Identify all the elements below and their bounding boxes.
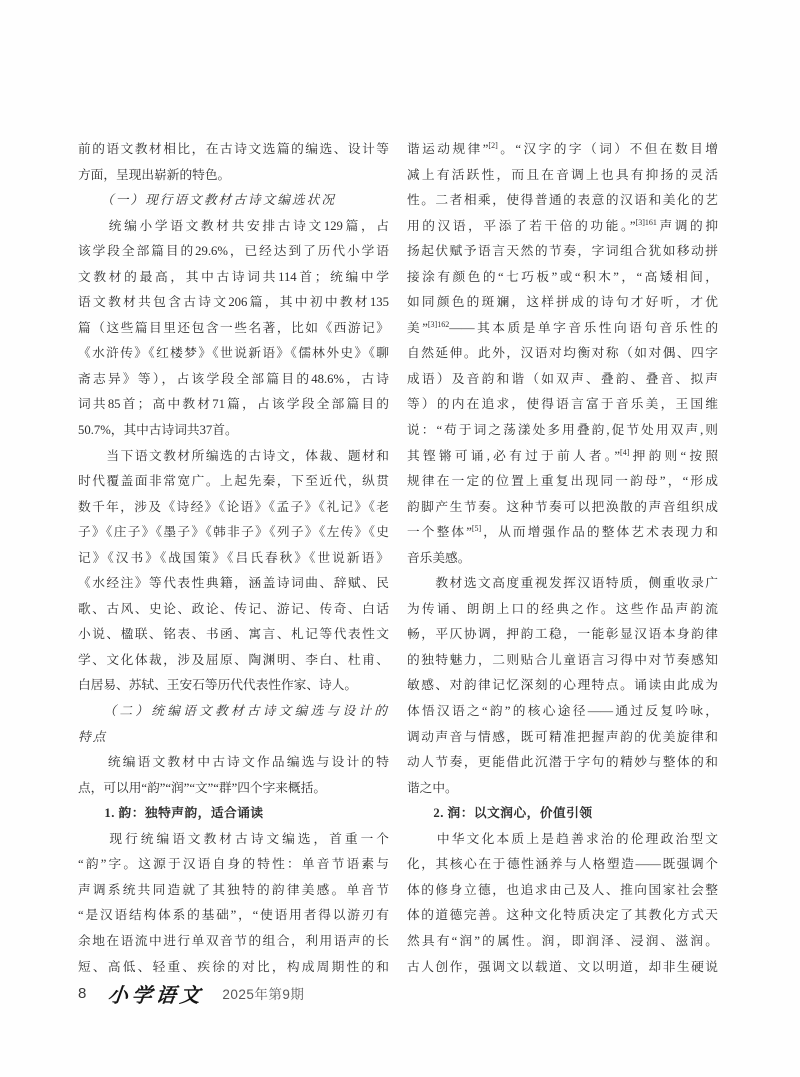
text-line: 前的语文教材相比，在古诗文选篇的编选、设计等: [78, 142, 389, 156]
citation-ref: [4]: [620, 447, 630, 457]
text-line: 2. 润：以文润心，价值引领: [407, 806, 593, 821]
text-line: 音乐美感。: [407, 550, 471, 565]
text-line: 子》《庄子》《墨子》《韩非子》《列子》《左传》《史: [78, 525, 389, 540]
text-line: 一个整体”[5]，从而增强作品的整体艺术表现力和: [407, 523, 718, 540]
journal-logo: 小学语文: [106, 982, 206, 1007]
text-line: 韵脚产生节奏。这种节奏可以把涣散的声音组织成: [407, 499, 718, 514]
subsection-heading: [78, 188, 389, 214]
numbered-heading: [78, 801, 389, 827]
text-line: 然具有“润”的属性。润，即润泽、浸润、滋润。: [407, 933, 718, 948]
text-line: 化，其核心在于德性涵养与人格塑造——既强调个: [407, 857, 718, 872]
numbered-heading: [407, 801, 718, 827]
text-line: 小说、楹联、铭表、书函、寓言、札记等代表性文: [78, 627, 389, 642]
paragraph: [78, 444, 389, 699]
text-line: 语文教材共包含古诗文206篇，其中初中教材135: [78, 295, 389, 310]
text-line: （二）统编语文教材古诗文编选与设计的: [78, 704, 389, 719]
text-line: 教材选文高度重视发挥汉语特质，侧重收录广: [407, 576, 718, 591]
citation-ref: [3]161: [635, 217, 657, 227]
text-line: 该学段全部篇目的29.6%，已经达到了历代小学语: [78, 244, 389, 259]
paragraph: [407, 137, 718, 571]
text-line: 体的道德完善。这种文化特质决定了其教化方式天: [407, 908, 718, 923]
text-line: 的独特魅力，二则贴合儿童语言习得中对节奏感知: [407, 652, 718, 667]
text-line: 调动声音与情感，既可精准把握声韵的优美旋律和: [407, 729, 718, 744]
text-line: 篇（这些篇目里还包含一些名著，比如《西游记》: [78, 320, 389, 335]
paragraph: [78, 750, 389, 801]
text-line: 余地在语流中进行单双音节的组合，利用语声的长: [78, 933, 389, 948]
page-footer: [78, 979, 304, 1007]
text-line: 词共85首；高中教材71篇，占该学段全部篇目的: [78, 397, 389, 412]
subsection-heading: [78, 699, 389, 750]
right-column: [407, 137, 718, 980]
text-line: 动人节奏，更能借此沉潜于字句的精妙与整体的和: [407, 755, 718, 770]
text-line: 声调系统共同造就了其独特的韵律美感。单音节: [78, 882, 389, 897]
text-line: 扬起伏赋予语言天然的节奏，字词组合犹如移动拼: [407, 244, 718, 259]
text-line: 特点: [78, 729, 108, 744]
text-line: “是汉语结构体系的基础”，“使语用者得以游刃有: [78, 908, 389, 923]
text-line: 美”$^{[3]162}$——其本质是单字音乐性向语句音乐性的: [407, 319, 718, 335]
text-line: 统编小学语文教材共安排古诗文129篇，占: [78, 218, 389, 233]
text-line: 体悟汉语之“韵”的核心途径——通过反复吟咏，: [407, 704, 718, 719]
text-line: 畅，平仄协调，押韵工稳，一能彰显汉语本身韵律: [407, 627, 718, 642]
text-line: 现行统编语文教材古诗文编选，首重一个: [78, 831, 389, 846]
text-line: 1. 韵：独特声韵，适合诵读: [78, 806, 264, 821]
text-line: 记》《汉书》《战国策》《吕氏春秋》《世说新语》: [78, 550, 389, 565]
text-line: 中华文化本质上是趋善求治的伦理政治型文: [407, 831, 718, 846]
text-line: （一）现行语文教材古诗文编选状况: [78, 193, 337, 208]
text-line: 敏感、对韵律记忆深刻的心理特点。诵读由此成为: [407, 678, 718, 693]
text-line: 短、高低、轻重、疾徐的对比，构成周期性的和: [78, 959, 389, 974]
text-line: “韵”字。这源于汉语自身的特性：单音节语素与: [78, 857, 389, 872]
issue-label: 2025年第9期: [222, 987, 305, 1002]
text-line: 等）的内在追求，使得语言富于音乐美，王国维: [407, 397, 718, 412]
text-line: 点，可以用“韵”“润”“文”“群”四个字来概括。: [78, 780, 327, 795]
article-body: [78, 137, 718, 980]
text-line: 接涂有颜色的“七巧板”或“积木”，“高矮相间，: [407, 269, 718, 284]
text-line: 《水浒传》《红楼梦》《世说新语》《儒林外史》《聊: [78, 346, 389, 361]
text-line: 数千年，涉及《诗经》《论语》《孟子》《礼记》《老: [78, 499, 389, 514]
text-line: 谐之中。: [407, 780, 458, 795]
text-line: 当下语文教材所编选的古诗文，体裁、题材和: [78, 448, 389, 463]
text-line: 自然延伸。此外，汉语对均衡对称（如对偶、四字: [407, 346, 718, 361]
text-line: 古人创作，强调文以载道、文以明道，却非生硬说: [407, 959, 718, 974]
text-line: 如同颜色的斑斓，这样拼成的诗句才好听，才优: [407, 295, 718, 310]
paragraph: [407, 827, 718, 980]
citation-ref: [5]: [471, 523, 482, 533]
paragraph: [78, 827, 389, 980]
text-line: 性。二者相乘，使得普通的表意的汉语和美化的艺: [407, 193, 718, 208]
text-line: 白居易、苏轼、王安石等历代代表性作家、诗人。: [78, 678, 358, 693]
paragraph: [78, 137, 389, 188]
text-line: 谐运动规律”[2]。“汉字的字（词）不但在数目增: [407, 140, 718, 156]
text-line: 统编语文教材中古诗文作品编选与设计的特: [78, 755, 389, 770]
text-line: 体的修身立德，也追求由己及人、推向国家社会整: [407, 882, 718, 897]
text-line: 斋志异》等），占该学段全部篇目的48.6%，古诗: [78, 371, 389, 386]
citation-ref: [3]162: [427, 319, 450, 329]
text-line: 说：“苟于词之荡漾处多用叠韵,促节处用双声,则: [407, 423, 718, 438]
paragraph: [407, 571, 718, 801]
page-number: 8: [78, 984, 87, 1002]
text-line: 规律在一定的位置上重复出现同一韵母”，“形成: [407, 474, 718, 489]
text-line: 歌、古风、史论、政论、传记、游记、传奇、白话: [78, 601, 389, 616]
text-line: 学、文化体裁，涉及屈原、陶渊明、李白、杜甫、: [78, 652, 389, 667]
text-line: 时代覆盖面非常宽广。上起先秦，下至近代，纵贯: [78, 474, 389, 489]
citation-ref: [2]: [488, 140, 498, 150]
text-line: 减上有活跃性，而且在音调上也具有抑扬的灵活: [407, 167, 718, 182]
text-line: 为传诵、朗朗上口的经典之作。这些作品声韵流: [407, 601, 718, 616]
text-line: 方面，呈现出崭新的特色。: [78, 167, 231, 182]
text-line: 其铿锵可诵,必有过于前人者。”[4]押韵则“按照: [407, 447, 718, 463]
paragraph: [78, 214, 389, 444]
text-line: 成语）及音韵和谐（如双声、叠韵、叠音、拟声: [407, 371, 718, 386]
text-line: 50.7%，其中古诗词共37首。: [78, 423, 238, 438]
text-line: 用的汉语，平添了若干倍的功能。”$^{[3]161}$声调的抑: [407, 217, 718, 233]
text-line: 文教材的最高，其中古诗词共114首；统编中学: [78, 269, 389, 284]
text-line: 《水经注》等代表性典籍，涵盖诗词曲、辞赋、民: [78, 576, 389, 591]
left-column: [78, 137, 389, 980]
